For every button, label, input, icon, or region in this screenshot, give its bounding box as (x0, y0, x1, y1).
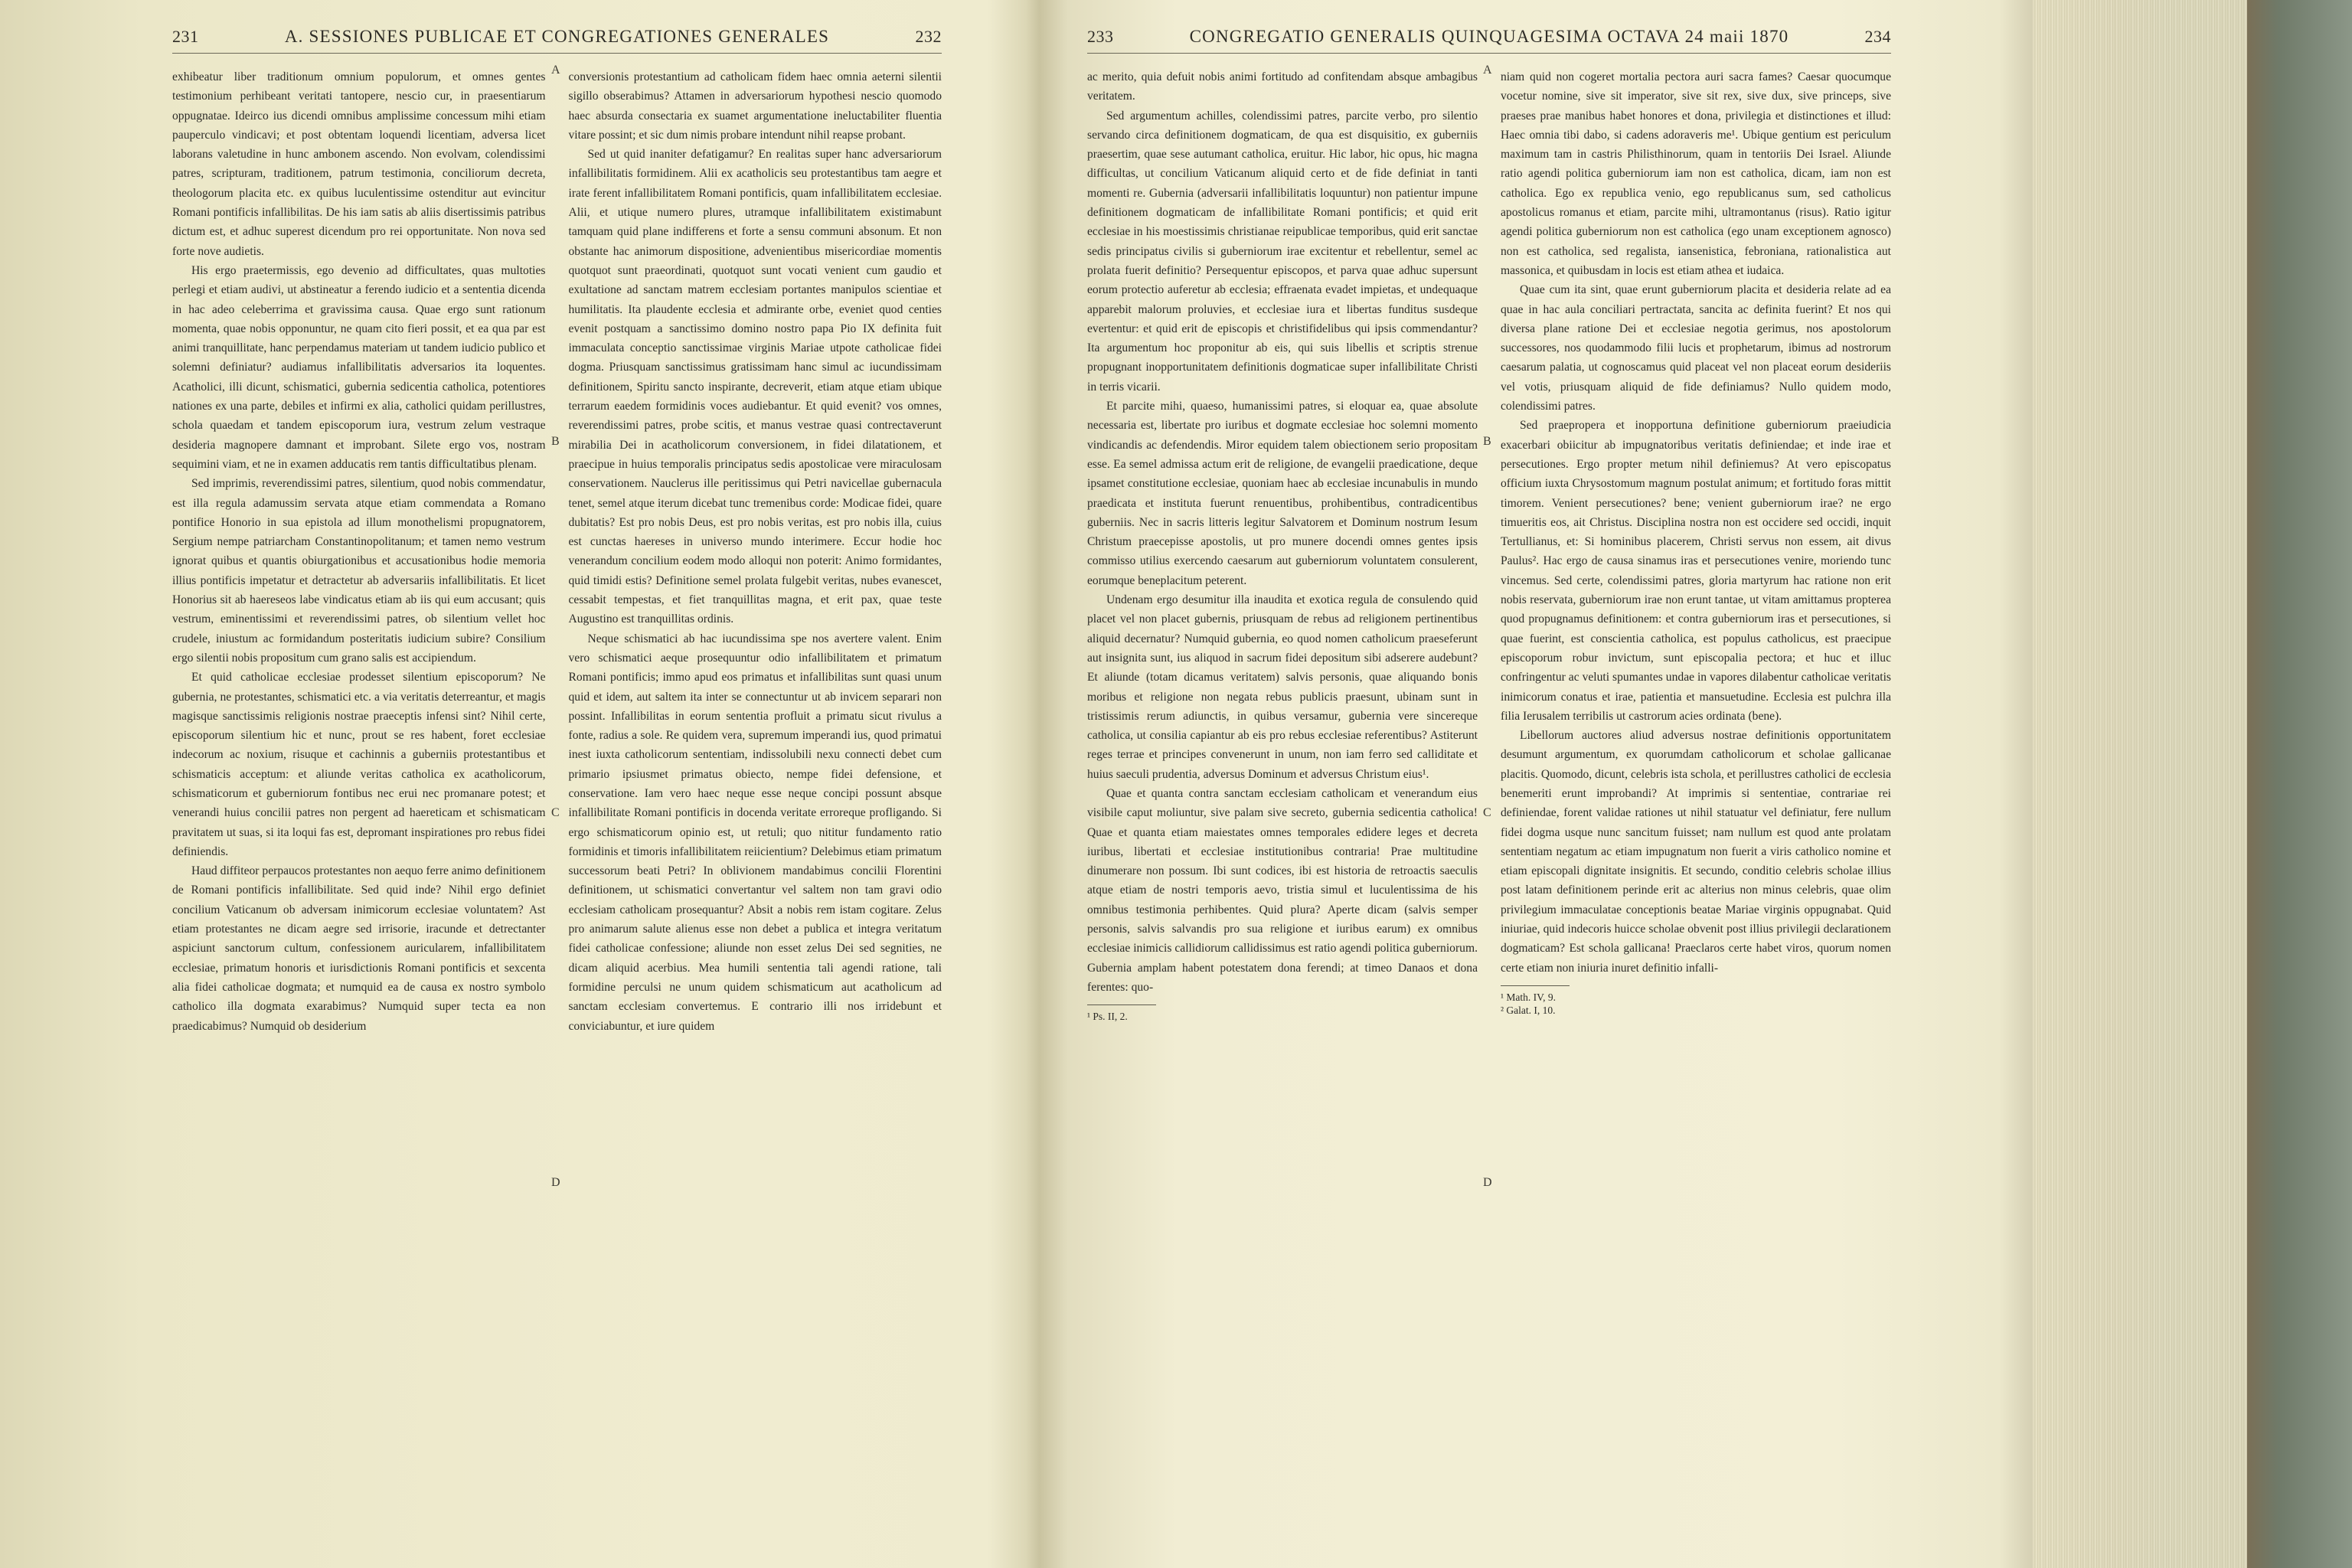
margin-letter: D (551, 1176, 560, 1189)
paragraph: Libellorum auctores aliud adversus nostrae definitionis opportunitatem desumunt argumentum, ex quorumdam catholicorum et scholae gallicanae placitis. Quomodo, dicunt, celebris ista schola, et perillustres catholici de ecclesia benemeriti erunt improbandi? At imprimis si sententiae, contrariae rei definiendae, forent validae rationes ut nihil statuatur vel definiatur, fere nullum fidei dogma usque nunc sancitum fuisset; nam nullum est quod ante prolatam sententiam negatum ac etiam impugnatum non fuerit a viris catholico nomine et etiam episcopali dignitate insignitis. Et secundo, conditio celebris scholae illius post latam definitionem perinde erit ac alterius non minus celebris, quae olim privilegium immaculatae conceptionis beatae Mariae virginis oppugnabat. Quid iniuriae, quid indecoris huicce scholae obvenit post illius privilegii declarationem dogmaticam? Est schola gallicana! Praeclaros certe habet viros, quorum nomen certe etiam non iniuria inuret definitio infalli- (1501, 729, 1891, 975)
margin-letter: B (1483, 435, 1491, 448)
paragraph: conversionis protestantium ad catholicam fidem haec omnia aeterni silentii sigillo obserabimus? Attamen in adversariorum hypothesi nescio quomodo haec absurda consectaria ex suamet argumentatione ineluctabiliter fluentia vitare possint; et sic dum nimis probare intendunt nihil reapse probant. (568, 70, 942, 142)
footnote: ² Galat. I, 10. (1501, 1004, 1556, 1016)
text-columns (1087, 64, 1891, 1189)
margin-letter: A (1483, 64, 1492, 77)
text-column-2 (569, 67, 942, 1036)
margin-letter: A (551, 64, 560, 77)
running-head-right (1087, 27, 1891, 54)
paragraph: His ergo praetermissis, ego devenio ad difficultates, quas multoties perlegi et etiam audivi, ut abstineatur a ferendo iudicio et a sententia dicenda in hac adeo celeberrima et gravissima causa. Quae ergo sunt rationum momenta, quae nobis opponuntur, ne quam cito fieri possit, et ea qua par est animi tranquillitate, hanc perpendamus materiam ut tandem iudicio publico et solemni definiatur? audiamus infallibilitatis adversarios ita loquentes. Acatholici, illi dicunt, schismatici, gubernia sedicentia catholica, potentiores nationes ex una parte, debiles et infirmi ex alia, catholici quidam perillustres, schola quaedam et tandem episcoporum iura, vestrum zelum vestraque desideria magnopere damnant et improbant. Silete ergo vos, nostram sequimini viam, et ne in examen adducatis rem tantis difficultatibus plenam. (172, 263, 546, 471)
paragraph: Sed imprimis, reverendissimi patres, silentium, quod nobis commendatur, est illa regula adamussim servata atque etiam commendata a Romano pontifice Honorio in sua epistola ad illum monothelismi propugnatorem, Sergium nempe patriarcham Constantinopolitanum; et tamen nemo vestrum ignorat quibus et quantis obiurgationibus et accusationibus hodie memoria illius pontificis impetatur et detractetur ab adversariis infallibilitatis. Et licet Honorius sit ab haereseos labe vindicatus etiam ab iis qui eum accusant; quis vestrum, eminentissimi et reverendissimi patres, ob silentium vellet hoc crudele, iniustum ac formidandum posteritatis iudicium subire? Consilium ergo silentii nobis propositum cum grano salis est accipiendum. (172, 477, 546, 665)
paragraph: exhibeatur liber traditionum omnium populorum, et omnes gentes testimonium perhibeant veritati tantopere, nescio cur, in praesentiarum oppugnatae. Ideirco ius dicendi omnibus amplissime concessum mihi etiam pauperculo vindicavi; et post obtentam loquendi licentiam, adversa licet laborans valetudine in hunc ambonem ascendo. Non evolvam, colendissimi patres, scripturam, traditionem, patrum testimonia, conciliorum decreta, theologorum placita etc. ex quibus luculentissime ostenditur aut evincitur Romani pontificis infallibilitas. De his iam satis ab aliis disertissimis patribus dictum est, et adhuc superest dicendum pro rei opportunitate. Non nova sed forte nove audietis. (172, 70, 546, 258)
page-number: 233 (1087, 27, 1114, 46)
footnote-rule (1087, 1004, 1156, 1005)
paragraph: Et quid catholicae ecclesiae prodesset silentium episcoporum? Ne gubernia, ne protestantes, schismatici etc. a via veritatis deterreantur, et magis magisque sanctissimis religionis nostrae praeceptis infensi sint? Nihil certe, episcoporum silentium hic et nunc, prout se res habent, foret ecclesiae indecorum ac noxium, risuque et cachinnis a guberniis protestantibus et schismaticis acceptum: et aliunde veritas catholica ex acatholicorum, schismaticorum et guberniorum fontibus nec erui nec promanare potest; et venerandi huius concilii patres non pergent ad haereticam et schismaticam pravitatem ut suas, si ita loqui fas est, depromant inspirationes pro rebus fidei definiendis. (172, 671, 546, 858)
paragraph: ac merito, quia defuit nobis animi fortitudo ad confitendam absque ambagibus veritatem. (1087, 70, 1478, 103)
text-column-1 (1087, 67, 1478, 1023)
paragraph: Quae cum ita sint, quae erunt guberniorum placita et desideria relate ad ea quae in hac aula conciliari pertractata, sancita ac definita fuerint? Et nos qui diversa plane ratione Dei et ecclesiae negotia gerimus, nos apostolorum successores, nos quodammodo filii lucis et prophetarum, ibimus ad nostrorum caesarum palatia, ut cognoscamus quid placeat vel non placeat eorum desideriis vel votis, priusquam aliquid de fide definiamus? Nullo quidem modo, colendissimi patres. (1501, 283, 1891, 413)
right-page (1087, 27, 1891, 1189)
paragraph: Quae et quanta contra sanctam ecclesiam catholicam et venerandum eius visibile caput moliuntur, sive palam sive secreto, gubernia sedicentia catholica! Quae et quanta etiam maiestates omnes temporales edidere leges et decreta iuribus, libertati et ecclesiae institutionibus contraria! Prae multitudine dinumerare non possum. Ibi sunt codices, ibi est historia de retroactis saeculis atque etiam de nostri temporis aevo, tristia simul et luculentissima de his omnibus testimonia perhibentes. Quid plura? Aperte dicam (salvis semper personis, salvis salvandis pro sua religione et iuribus earum) ex omnibus ecclesiae inimicis callidiorum callidissimus est ratio agendi politica guberniorum. Gubernia amplam habent potestatem dona ferendi; at timeo Danaos et dona ferentes: quo- (1087, 786, 1478, 994)
running-title: CONGREGATIO GENERALIS QUINQUAGESIMA OCTAVA 24 maii 1870 (1189, 27, 1789, 46)
paragraph: Undenam ergo desumitur illa inaudita et exotica regula de consulendo quid placet vel non placet gubernis, priusquam de rebus ad religionem pertinentibus aliquid decernatur? Numquid gubernia, eo quod nomen catholicum praeseferunt aut insignita sunt, ius aliquod in sacrum fidei depositum sibi adserere audebunt? Et aliunde (totam dicamus veritatem) salvis personis, quae aliquando bonis moribus et religione non negata rebus publicis praesunt, ubinam sunt in tristissimis rerum adiunctis, in quibus versamur, gubernia vere sincereque catholica, ut consilia capiantur ab eis pro rebus ecclesiae referentibus? Astiterunt reges terrae et principes convenerunt in unum, non iam ferro sed calliditate et huius saeculi prudentia, adversus Dominum et adversus Christum eius¹. (1087, 593, 1478, 781)
paragraph: Sed argumentum achilles, colendissimi patres, parcite verbo, pro silentio servando circa definitionem dogmaticam, de qua est disquisitio, ex guberniis praesertim, quae sese autumant catholica, eruitur. Hic labor, hic opus, hic magna difficultas, ut concilium Vaticanum aliquid certo et de fide definiat in tanti momenti re. Gubernia (adversarii infallibilitatis loquuntur) non patientur impune definitionem dogmaticam de infallibilitate Romani pontificis; et quid erit ecclesiae in his moestissimis christianae reipublicae temporibus, quid erit sanctae sedis principatus civilis si guberniorum irae excitentur et rebellentur, semel ac prolata fuerit definitio? Persequentur episcopos, et parva quae adhuc supersunt eorum protectio auferetur ab ecclesia; effraenata evadet impietas, et undequaque apparebit malorum proluvies, et ecclesiae iura et libertas funditus susdeque evertentur: et quid erit de episcopis et christifidelibus qui ipsis commendantur? Ita argumentum hoc proponitur ab eis, qui suis libellis et scriptis strenue propugnant inopportunitatem definitionis dogmaticae super infallibilitate Christi in terris vicarii. (1087, 109, 1478, 394)
margin-letter: B (551, 435, 560, 448)
page-block-edges (2033, 0, 2255, 1568)
margin-letter: C (1483, 806, 1491, 819)
paragraph: niam quid non cogeret mortalia pectora auri sacra fames? Caesar quocumque vocetur nomine, sive sit imperator, sive sit rex, sive dux, sive princeps, sive praeses prae manibus habet honores et dona, privilegia et distinctiones et illud: Haec omnia tibi dabo, si cadens adoraveris me¹. Ubique gentium est periculum maximum tam in castris Philisthinorum, quam in tentoriis Dei Israel. Aliunde ratio agendi politica guberniorum iam non est catholica, dicam, iam non est catholica. Ego ex republica venio, ego republicanus sum, sed catholicus apostolicus romanus et etiam, parcite mihi, ultramontanus (risus). Ratio igitur agendi politica guberniorum non est catholica (ego unam exceptionem agnosco) non est catholica, sed regalista, iansenistica, febroniana, rationalistica aut massonica, et quibusdam in locis est etiam athea et iudaica. (1501, 70, 1891, 277)
page-number: 232 (915, 27, 942, 46)
page-number: 234 (1864, 27, 1891, 46)
book-cover-edge (2247, 0, 2352, 1568)
margin-letter: D (1483, 1176, 1492, 1189)
running-head-left (172, 27, 942, 54)
footnote: ¹ Math. IV, 9. (1501, 991, 1557, 1003)
footnote: ¹ Ps. II, 2. (1087, 1011, 1128, 1023)
margin-letter: C (551, 806, 560, 819)
text-column-1 (172, 67, 546, 1036)
footnote-rule (1501, 985, 1570, 986)
running-title: A. SESSIONES PUBLICAE ET CONGREGATIONES GENERALES (284, 27, 830, 46)
text-columns (172, 64, 942, 1189)
paragraph: Sed ut quid inaniter defatigamur? En realitas super hanc adversariorum infallibilitatis formidinem. Alii ex acatholicis seu protestantibus tam aegre et irate ferent infallibilitatem Romani pontificis, quam infallibilitatem ecclesiae. Alii, et utique numero plures, utramque infallibilitatem existimabunt tamquam quid plane indifferens et forte a sensu communi absonum. Et non obstante hac animorum dispositione, advenientibus misericordiae momentis quotquot sunt praeordinati, quotquot sunt vocati venient cum gaudio et exultatione ad sanctam matrem ecclesiam portantes manipulos scientiae et humilitatis. Ita plaudente ecclesia et admirante orbe, eveniet quod centies evenit postquam a sanctissimo domino nostro papa Pio IX definita fuit immaculata conceptio sanctissimae virginis Mariae utpote catholicae fidei dogma. Priusquam sanctissimus gratissimam hanc simul ac iucundissimam definitionem, Spiritu sancto inspirante, decreverit, etiam atque etiam ubique terrarum eaedem formidinis voces audiebantur. Et quid evenit? vos omnes, reverendissimi patres, probe scitis, et manus vestrae quasi contrectaverunt mirabilia Dei in acatholicorum conversionem, in fidei dilatationem, et praecipue in huius temporalis principatus sedis apostolicae vere miraculosam conservationem. Nauclerus ille peritissimus qui Petri navicellae gubernacula tenet, semel atque iterum dicebat tunc tremenibus corde: Modicae fidei, quare dubitatis? Est pro nobis Deus, est pro nobis veritas, est pro nobis illa, cuius est cunctas haereses in universo mundo interimere. Eccur hodie hoc venerandum concilium eodem modo alloqui non poterit: Animo formidantes, quid timidi estis? Definitione semel prolata fulgebit veritas, nubes evanescet, cessabit tempestas, et fiet tranquillitas magna, et erit pax, quae teste Augustino est tranquillitas ordinis. (568, 148, 942, 626)
paragraph: Sed praepropera et inopportuna definitione guberniorum praeiudicia exacerbari obiicitur ab impugnatoribus veritatis definiendae; et inde irae et persecutiones. Ergo propter metum nihil definiemus? At vero episcopatus officium iuxta Chrysostomum magnum postulat animum; et fortitudo foras mittit timorem. Venient persecutiones? bene; venient guberniorum irae? ne ergo timueritis eos, ait Christus. Disciplina nostra non est occidere sed occidi, inquit Tertullianus, et: Si hominibus placerem, Christi servus non essem, ait divus Paulus². Hac ergo de causa sinamus iras et persecutiones venire, moriendo tunc vincemus. Sed certe, colendissimi patres, gloria martyrum hac ratione non erit nobis reservata, guberniorum irae non erunt tantae, ut vitam amittamus propterea quod propugnamus definitionem: et contra guberniorum iras et persecutiones, si quae fuerint, est conscientia catholica, est populus catholicus, est praecipue episcoporum robur invictum, sunt episcopalia pectora; et huc et illuc confringentur ac veluti spumantes undae in vapores dilabentur catholicae veritatis inimicorum conatus et irae, patientia et mansuetudine. Ecclesia est pulchra illa filia Ierusalem terribilis ut castrorum acies ordinata (bene). (1501, 419, 1891, 723)
paragraph: Neque schismatici ab hac iucundissima spe nos avertere valent. Enim vero schismatici aeque prosequuntur odio infallibilitatem et primatum Romani pontificis; immo apud eos primatus et infallibilitas sunt quasi unum quid et idem, aut saltem ita inter se connectuntur ut ab invicem separari non possint. Infallibilitas in eorum sententia profluit a primatu sicut rivulus a fonte, radius a sole. Re quidem vera, supremum imperandi ius, quod primatui inest iuxta catholicorum sententiam, indissolubili nexu connecti debet cum primario ipsiusmet primatus obiecto, nempe fidei defensione, et conservatione. Iam vero haec neque esse neque concipi possunt absque infallibilitate Romani pontificis in docenda veritate erroreque profligando. Si ergo schismaticorum opinio est, ut retuli; quo nititur fundamento ratio formidinis et timoris infallibilitatem reiicientium? Delebimus etiam primatum successorum beati Petri? In oblivionem mandabimus concilii Florentini definitionem, ut schismatici convertantur vel saltem non tam gravi odio ecclesiam catholicam prosequantur? Absit a nobis rem istam cogitare. Zelus pro animarum salute alienus esse non debet a publica et integra veritatum fidei catholicae confessione; aliunde non esset zelus Dei sed segnities, ne dicam aliquid acerbius. Mea humili sententia tali agendi ratione, tali formidine perculsi ne unum quidem schismaticum aut acatholicum ad sanctam ecclesiam convertemus. E contrario illi nos irridebunt et conviciabuntur, et iure quidem (568, 632, 942, 1033)
page-number: 231 (172, 27, 199, 46)
text-column-2 (1501, 67, 1891, 1023)
paragraph: Et parcite mihi, quaeso, humanissimi patres, si eloquar ea, quae absolute necessaria est, libertate pro iuribus et dogmate ecclesiae hoc solemni momento vindicandis ac defendendis. Miror equidem talem obiectionem serio propositam esse. Ea semel admissa actum erit de religione, de evangelii praedicatione, deque ipsamet constitutione ecclesiae, quoniam haec ab ecclesiae incunabulis in mundo praedicata et instituta fuerunt renuentibus, prohibentibus, contradicentibus guberniis. Nec in sacris litteris legitur Salvatorem et Dominum nostrum Iesum Christum praecepisse apostolis, ut pro munere docendi omnes gentes ipsis commisso utilius exercendo caesarum aut guberniorum voluntatem consulerent, eorumque beneplacitum peterent. (1087, 400, 1478, 587)
left-page (172, 27, 942, 1189)
paragraph: Haud diffiteor perpaucos protestantes non aequo ferre animo definitionem de Romani pontificis infallibilitate. Sed quid inde? Nihil ergo definiet concilium Vaticanum ob adversam inimicorum ecclesiae voluntatem? Ast etiam protestantes ne dicam aegre sed irrisorie, iracunde et detrectanter aspiciunt sanctorum cultum, confessionem auricularem, infallibilitatem ecclesiae, primatum honoris et iurisdictionis Romani pontificis et sexcenta alia fidei catholicae dogmata; et numquid ea de causa ex nostro symbolo catholico illa dogmata exarabimus? Numquid super tecta ea non praedicabimus? Numquid ob desiderium (172, 864, 546, 1033)
